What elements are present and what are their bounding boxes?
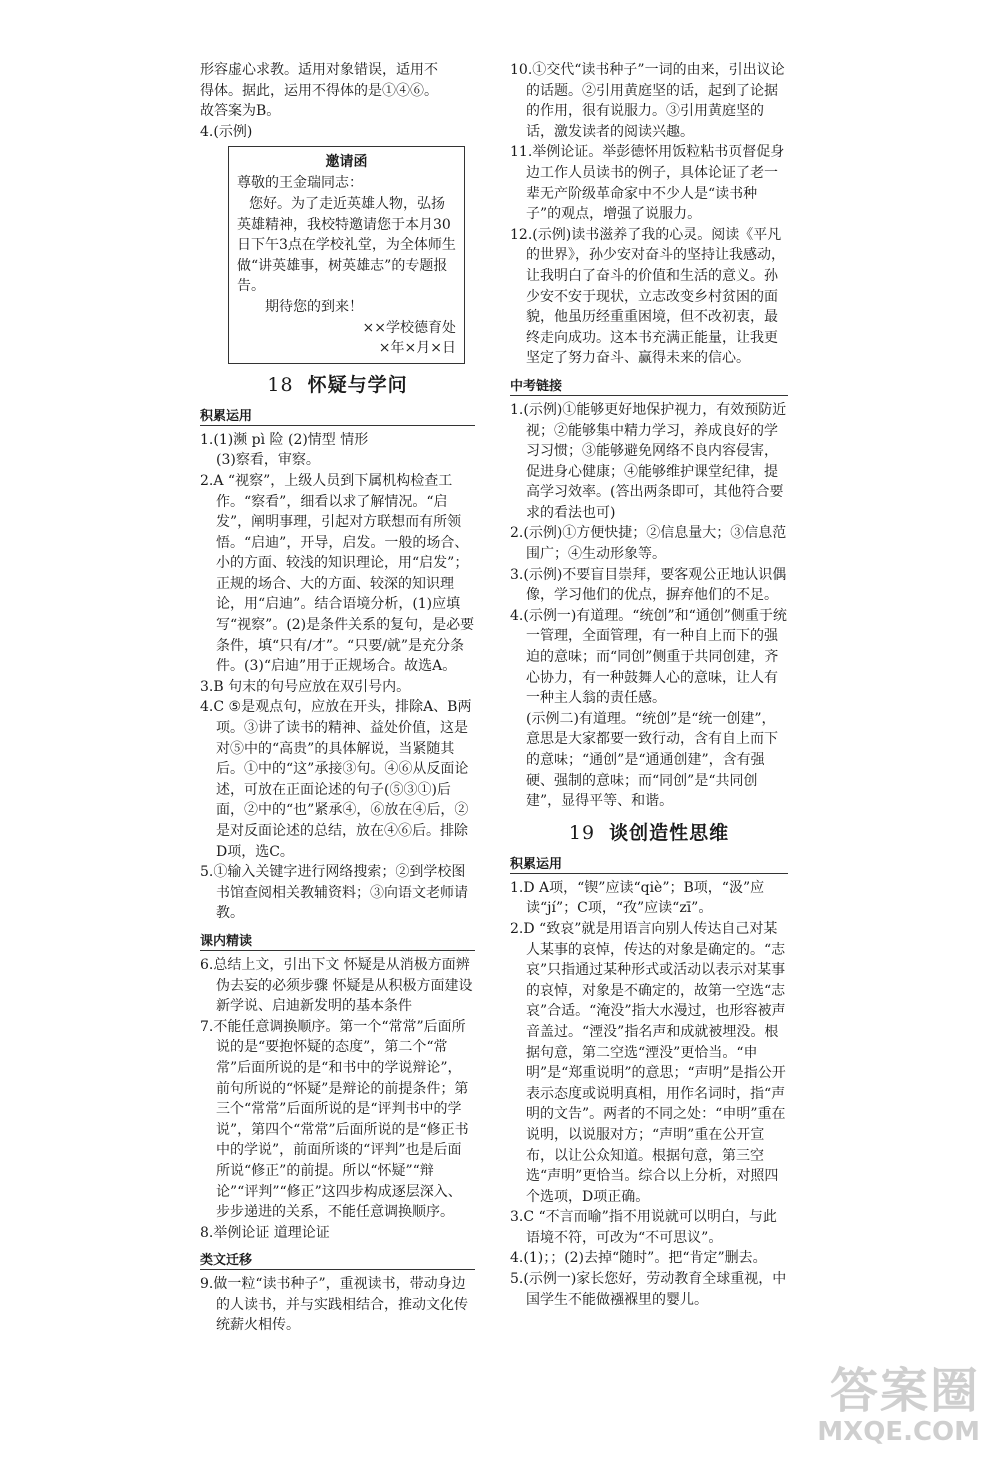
intro-line: 形容虚心求教。适用对象错误，适用不 [200,62,438,78]
answer-item: 2.A “视察”，上级人员到下属机构检查工作。“察看”，细看以求了解情况。“启发”，阐明事理，引起对方联想而有所领悟。“启迪”，开导，启发。一般的场合、小的方面、较浅的知识理论，用“启发”；正规的场合、大的方面、较深的知识理论，用“启迪”。结合语境分析，(1)应填写“视察”。(2)是条件关系的复句，是必要条件，填“只有/才”。“只要/就”是充分条件。(3)“启迪”用于正规场合。故选A。 [200,472,475,675]
lesson-title: 怀疑与学问 [307,373,408,396]
left-column [200,60,475,1336]
answer-item: 8.举例论证 道理论证 [200,1224,330,1241]
section-label: 中考链接 [510,373,788,396]
answer-item: 3.(示例)不要盲目崇拜，要客观公正地认识偶像，学习他们的优点，摒弃他们的不足。 [510,566,787,604]
answer-item: (示例二)有道理。“统创”是“统一创建”，意思是大家都要一致行动，含有自上而下的意味；“通创”是“通通创建”，含有强硬、强制的意味；而“同创”是“共同创建”，显得平等、和谐。 [526,710,778,810]
answer-item: 9.做一粒“读书种子”，重视读书，带动身边的人读书，并与实践相结合，推动文化传统薪火相传。 [200,1276,468,1334]
answer-item: 2.(示例)①方便快捷；②信息量大；③信息范围广；④生动形象等。 [510,525,787,563]
answer-item: 3.C “不言而喻”指不用说就可以明白，与此语境不符，可改为“不可思议”。 [510,1209,777,1246]
lesson-number: 19 [568,821,596,844]
letter-body: 您好。为了走近英雄人物，弘扬英雄精神，我校特邀请您于本月30日下午3点在学校礼堂，为全体师生做“讲英雄事，树英雄志”的专题报告。 [237,195,456,295]
section-label: 积累运用 [510,851,788,874]
answer-item: 11.举例论证。举彭德怀用饭粒粘书页督促身边工作人员读书的例子，具体论证了老一辈无产阶级革命家中不少人是“读书种子”的观点，增强了说服力。 [510,144,785,223]
answer-item: (3)察看，审察。 [216,452,320,469]
watermark-url: MXQE.COM [817,1417,980,1447]
answer-item: 4.C ⑤是观点句，应放在开头，排除A、B两项。③讲了读书的精神、益处价值，这是对⑤中的“高贵”的具体解说，当紧随其后。①中的“这”承接③句。④⑥从反面论述，可放在正面论述的句子(⑤③①)后面，②中的“也”紧承④，⑥放在④后，②是对反面论述的总结，放在④⑥后。排除D项，选C。 [200,699,472,860]
letter-date: ×年×月×日 [378,340,456,357]
answer-item: 3.B 句末的句号应放在双引号内。 [200,678,411,695]
section-label: 课内精读 [200,928,475,951]
lesson-heading-18 [200,370,475,397]
answer-item: 7.不能任意调换顺序。第一个“常常”后面所说的是“要抱怀疑的态度”，第二个“常常”后面所说的是“和书中的学说辩论”，前句所说的“怀疑”是辩论的前提条件；第三个“常常”后面所说的是“评判书中的学说”，第四个“常常”后面所说的是“修正书中的学说”，前面所谈的“评判”也是后面所说“修正”的前提。所以“怀疑”“辩论”“评判”“修正”这四步构成逐层深入、步步递进的关系，不能任意调换顺序。 [200,1018,469,1221]
section-label: 积累运用 [200,403,475,426]
answer-item: 1.(示例)①能够更好地保护视力，有效预防近视；②能够集中精力学习，养成良好的学习习惯；③能够避免网络不良内容侵害，促进身心健康；④能够维护课堂纪律，提高学习效率。(答出两条即可，其他符合要求的看法也可) [510,401,787,521]
lesson-number: 18 [267,373,294,396]
answer-item: 5.①输入关键字进行网络搜索；②到学校图书馆查阅相关教辅资料；③向语文老师请教。 [200,864,468,922]
intro-line: 得体。据此，运用不得体的是①④⑥。 [200,82,438,99]
section-label: 类文迁移 [200,1247,475,1270]
intro-line: 故答案为B。 [200,103,281,120]
answer-item: 6.总结上文，引出下文 怀疑是从消极方面辨伪去妄的必须步骤 怀疑是从积极方面建设新学说、启迪新发明的基本条件 [200,956,473,1015]
invitation-letter-box [228,146,465,363]
lesson-title: 谈创造性思维 [609,821,730,844]
letter-salutation: 尊敬的王金瑞同志： [237,175,363,192]
letter-title: 邀请函 [325,154,368,171]
answer-item: 12.(示例)读书滋养了我的心灵。阅读《平凡的世界》，孙少安对奋斗的坚持让我感动，让我明白了奋斗的价值和生活的意义。孙少安不安于现状，立志改变乡村贫困的面貌，他虽历经重重困境，但不改初衷，最终走向成功。这本书充满正能量，让我更坚定了努力奋斗、赢得未来的信心。 [510,226,785,367]
answer-item: 4.(1)；；(2)去掉“随时”。把“肯定”删去。 [510,1250,767,1267]
letter-closing: 期待您的到来！ [265,298,363,315]
answer-item: 2.D “致哀”就是用语言向别人传达自己对某人某事的哀悼，传达的对象是确定的。“志哀”只指通过某种形式或活动以表示对某事的哀悼，对象是不确定的，故第一空选“志哀”合适。“淹没”指大水漫过，也形容被声音盖过。“湮没”指名声和成就被埋没。根据句意，第二空选“湮没”更恰当。“申明”是“郑重说明”的意思；“声明”是指公开表示态度或说明真相，用作名词时，指“声明的文告”。两者的不同之处：“申明”重在说明，以说服对方；“声明”重在公开宣布，以让公众知道。根据句意，第三空选“声明”更恰当。综合以上分析，对照四个选项，D项正确。 [510,920,786,1205]
right-column [510,60,788,1310]
answer-item: 10.①交代“读书种子”一词的由来，引出议论的话题。②引用黄庭坚的话，起到了论据的作用，很有说服力。③引用黄庭坚的话，激发读者的阅读兴趣。 [510,62,785,140]
answer-item: 5.(示例一)家长您好，劳动教育全球重视，中国学生不能做襁褓里的婴儿。 [510,1271,787,1308]
watermark-logo [817,1364,980,1446]
intro-block [200,60,475,122]
answer-item: 1.(1)濒 pì 险 (2)情型 情形 [200,431,369,448]
letter-sender: ××学校德育处 [362,319,456,336]
answer-item: 1.D A项，“锲”应读“qiè”；B项，“汲”应读“jí”；C项，“孜”应读“zī”。 [510,879,765,917]
watermark-text: 答案圈 [829,1363,980,1419]
q4-label: 4.(示例) [200,123,253,140]
answer-item: 4.(示例一)有道理。“统创”和“通创”侧重于统一管理，全面管理，有一种自上而下的强迫的意味；而“同创”侧重于共同创建，齐心协力，有一种鼓舞人心的意味，让人有一种主人翁的责任感。 [510,607,787,707]
lesson-heading-19 [510,818,788,845]
